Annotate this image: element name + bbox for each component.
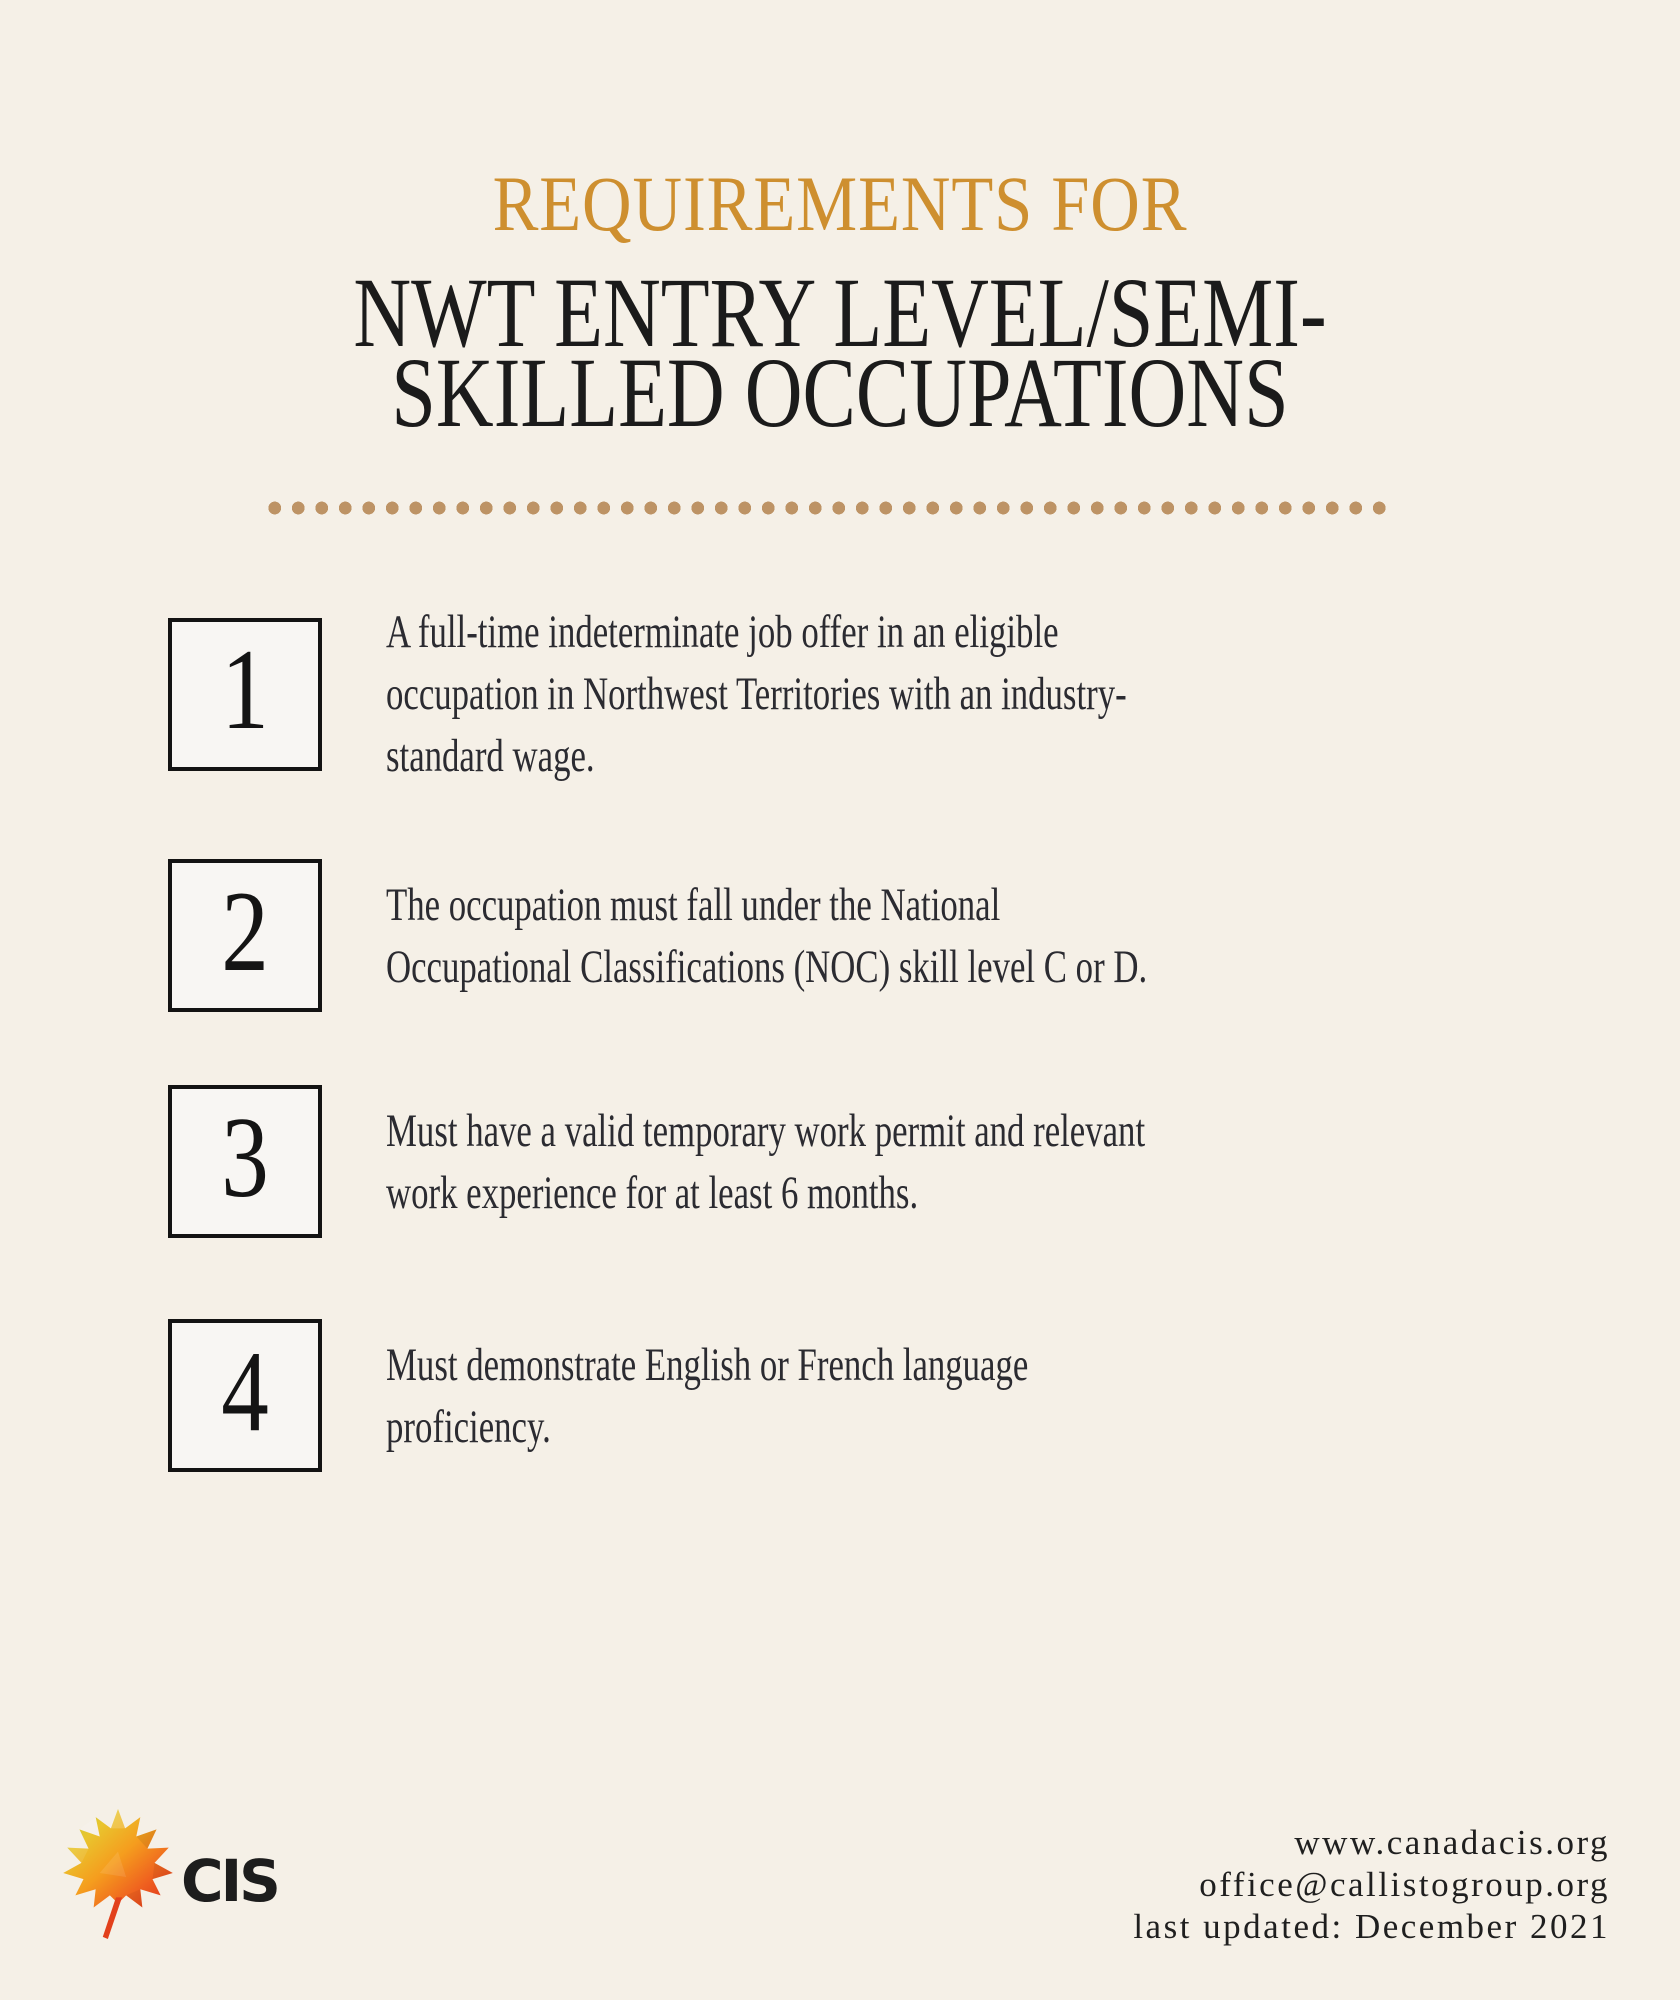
maple-leaf-icon [57,1806,179,1942]
text-line: Occupational Classifications (NOC) skill level C or D. [386,940,1148,993]
item-number: 4 [221,1327,269,1456]
page-title-line1: NWT ENTRY LEVEL/SEMI- [353,257,1327,368]
footer-email: office@callistogroup.org [1199,1865,1610,1904]
cis-logo [57,1806,278,1942]
text-line: The occupation must fall under the National [386,878,1001,931]
requirement-item-3 [168,1085,1412,1238]
requirement-text-1 [386,601,1127,787]
text-line: A full-time indeterminate job offer in an eligible [386,606,1059,658]
text-line: occupation in Northwest Territories with an industry- [386,668,1127,720]
footer-contact-block [1133,1822,1610,1948]
text-line: standard wage. [386,730,595,782]
text-line: Must have a valid temporary work permit and relevant [386,1104,1146,1157]
cis-logo-text: CIS [181,1847,278,1915]
item-number: 1 [221,626,269,754]
footer-website: www.canadacis.org [1294,1823,1610,1862]
text-line: proficiency. [386,1400,551,1453]
requirement-item-4 [168,1319,1254,1472]
number-box-1 [168,618,322,771]
number-box-3 [168,1085,322,1238]
requirement-item-2 [168,859,1415,1012]
text-line: Must demonstrate English or French language [386,1338,1029,1391]
item-number: 2 [221,867,269,996]
dotted-divider [263,501,1393,515]
eyebrow-title: REQUIREMENTS FOR [492,160,1188,247]
footer-last-updated: last updated: December 2021 [1133,1907,1610,1946]
text-line: work experience for at least 6 months. [386,1166,919,1219]
requirement-item-1 [168,601,1387,787]
page-title-line2: SKILLED OCCUPATIONS [391,337,1289,448]
requirement-text-4 [386,1334,1028,1458]
page-title [168,257,1512,448]
requirement-text-2 [386,874,1147,998]
item-number: 3 [221,1093,269,1222]
requirement-text-3 [386,1100,1145,1224]
number-box-4 [168,1319,322,1472]
number-box-2 [168,859,322,1012]
